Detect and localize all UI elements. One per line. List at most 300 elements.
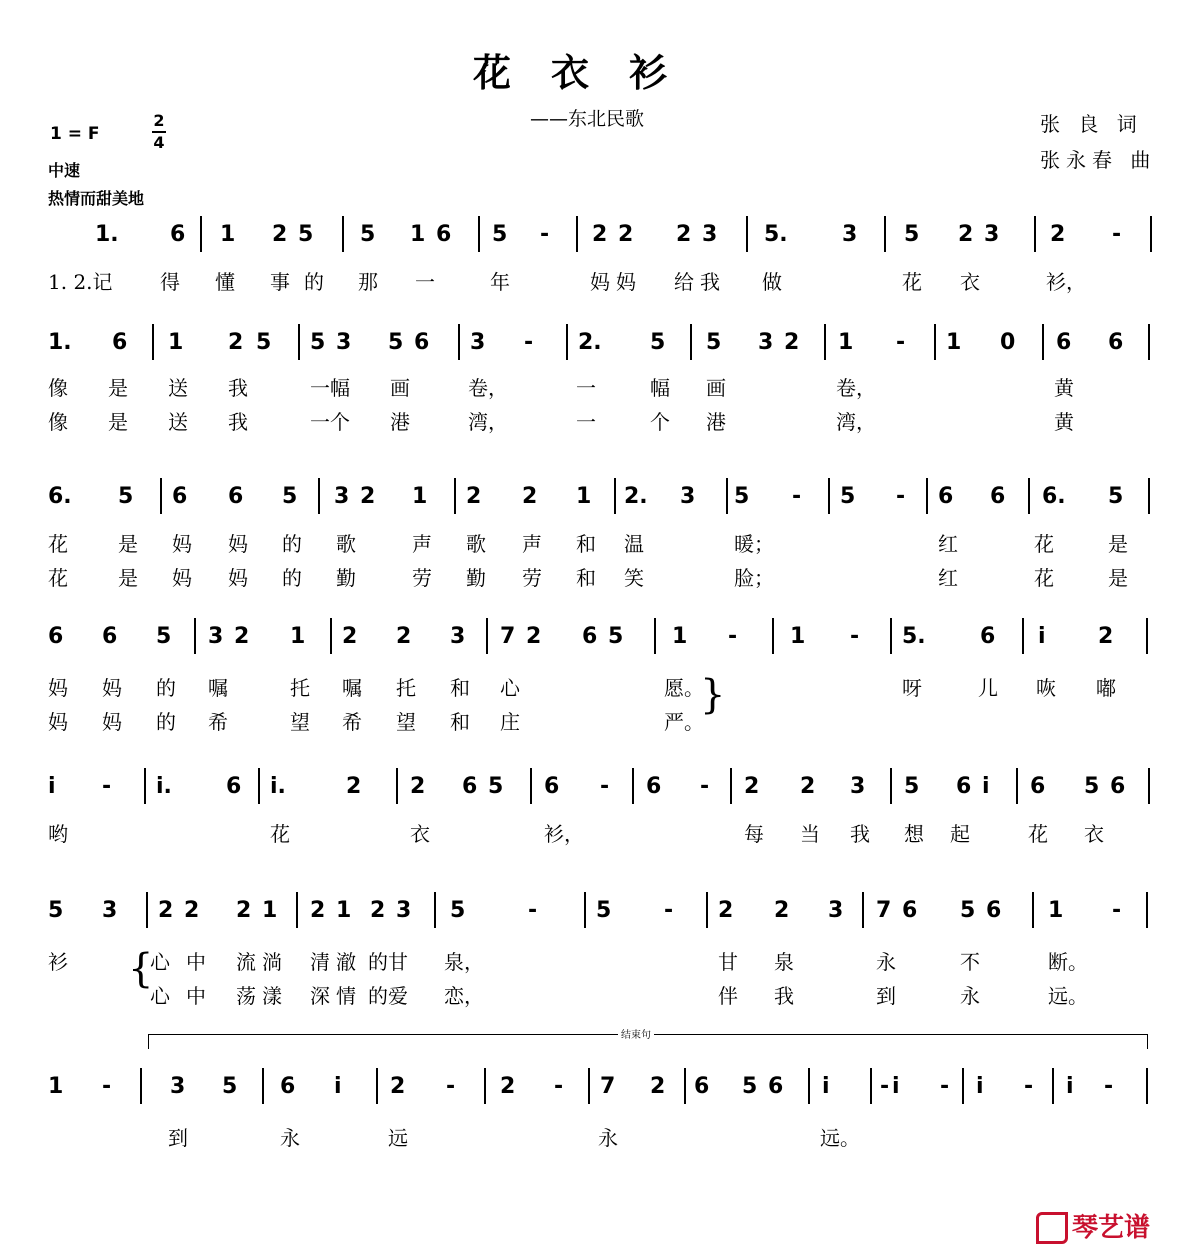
- note: 1: [410, 222, 426, 247]
- lyric: 妈: [48, 710, 68, 734]
- note: 2: [784, 330, 800, 355]
- lyric: 画: [390, 376, 410, 400]
- note: 6: [112, 330, 128, 355]
- note: 2: [370, 898, 386, 923]
- lyric: 呀: [902, 676, 922, 700]
- lyric: 花: [1034, 532, 1054, 556]
- note: i: [892, 1074, 900, 1099]
- note: 6: [48, 624, 64, 649]
- lyric: 衣: [410, 822, 430, 846]
- barline: [1148, 478, 1150, 514]
- lyric: 和: [576, 566, 596, 590]
- lyric: 流: [236, 950, 256, 974]
- lyric: 像: [48, 410, 68, 434]
- note: 6: [414, 330, 430, 355]
- note: 2: [410, 774, 426, 799]
- lyric: 的: [156, 676, 176, 700]
- lyric: 我: [228, 410, 248, 434]
- note: 5: [450, 898, 466, 923]
- note: -: [600, 774, 610, 799]
- barline: [396, 768, 398, 804]
- barline: [584, 892, 586, 928]
- note: 2.: [578, 330, 602, 355]
- note: -: [880, 1074, 890, 1099]
- note: 6: [990, 484, 1006, 509]
- note: 6: [938, 484, 954, 509]
- staff-row-2: [0, 328, 1180, 478]
- barline: [654, 618, 656, 654]
- note: 6: [986, 898, 1002, 923]
- lyric: 送: [168, 376, 188, 400]
- note: 3: [842, 222, 858, 247]
- notes-line: [0, 1072, 1180, 1122]
- lyric: 衫，: [1046, 270, 1086, 294]
- barline: [486, 618, 488, 654]
- lyric: 是: [108, 376, 128, 400]
- lyric: 澈: [336, 950, 356, 974]
- lyric: 我: [228, 376, 248, 400]
- note: 2: [522, 484, 538, 509]
- note: 1: [838, 330, 854, 355]
- barline: [808, 1068, 810, 1104]
- lyric: 恋，: [444, 984, 484, 1008]
- note: 1: [412, 484, 428, 509]
- key-signature: 1 = F: [50, 124, 100, 144]
- note: 3: [396, 898, 412, 923]
- note: 2: [228, 330, 244, 355]
- note: 7: [600, 1074, 616, 1099]
- lyric: 远。: [1048, 984, 1088, 1008]
- staff-row-7: [0, 1072, 1180, 1222]
- lyric: 嘱: [342, 676, 362, 700]
- lyric: 妈: [172, 566, 192, 590]
- lyric: 卷，: [468, 376, 508, 400]
- lyric: 妈: [48, 676, 68, 700]
- lyric: 情: [336, 984, 356, 1008]
- lyric: 歌: [336, 532, 356, 556]
- verse-brace: }: [700, 672, 726, 718]
- lyric: 一: [415, 270, 435, 294]
- note: 6: [228, 484, 244, 509]
- lyric: 卷，: [836, 376, 876, 400]
- note: i: [976, 1074, 984, 1099]
- note: i.: [270, 774, 286, 799]
- lyric: 花: [48, 532, 68, 556]
- lyric: 妈: [228, 566, 248, 590]
- lyric: 甘: [718, 950, 738, 974]
- lyric: 永: [876, 950, 896, 974]
- lyric: 和: [576, 532, 596, 556]
- note: -: [896, 330, 906, 355]
- lyric: 漾: [262, 984, 282, 1008]
- watermark-text: 琴艺谱: [1071, 1212, 1150, 1243]
- note: -: [446, 1074, 456, 1099]
- lyric: 红: [938, 532, 958, 556]
- note: 2: [526, 624, 542, 649]
- lyric: 花: [902, 270, 922, 294]
- time-top: 2: [153, 111, 165, 130]
- staff-row-4: [0, 622, 1180, 772]
- note: 0: [1000, 330, 1016, 355]
- lyric: 衣: [1084, 822, 1104, 846]
- note: 2: [500, 1074, 516, 1099]
- note: 6: [226, 774, 242, 799]
- barline: [576, 216, 578, 252]
- note: -: [700, 774, 710, 799]
- lyric: 妈: [102, 676, 122, 700]
- note: 6: [768, 1074, 784, 1099]
- lyric: 像: [48, 376, 68, 400]
- note: 2: [592, 222, 608, 247]
- note: -: [524, 330, 534, 355]
- barline: [1034, 216, 1036, 252]
- barline: [1146, 1068, 1148, 1104]
- barline: [1146, 892, 1148, 928]
- barline: [862, 892, 864, 928]
- song-title: 花衣衫: [472, 50, 707, 95]
- note: 3: [758, 330, 774, 355]
- lyric: 是: [1108, 566, 1128, 590]
- lyric: 想: [904, 822, 924, 846]
- barline: [152, 324, 154, 360]
- lyric: 是: [108, 410, 128, 434]
- lyric: 送: [168, 410, 188, 434]
- note: 1: [946, 330, 962, 355]
- lyric: 衫: [48, 950, 68, 974]
- lyric: 望: [396, 710, 416, 734]
- note: 2: [390, 1074, 406, 1099]
- lyric: 荡: [236, 984, 256, 1008]
- barline: [614, 478, 616, 514]
- lyric: 到: [168, 1126, 188, 1150]
- composer: 张永春 曲: [1040, 148, 1157, 172]
- lyric: 清: [310, 950, 330, 974]
- barline: [1032, 892, 1034, 928]
- barline: [1022, 618, 1024, 654]
- lyric: 希: [342, 710, 362, 734]
- lyric: 托: [290, 676, 310, 700]
- barline: [530, 768, 532, 804]
- tempo: 中速: [48, 161, 81, 180]
- note: 1: [48, 1074, 64, 1099]
- barline: [726, 478, 728, 514]
- barline: [298, 324, 300, 360]
- lyric: 泉，: [444, 950, 484, 974]
- barline: [588, 1068, 590, 1104]
- lyric: 劳: [412, 566, 432, 590]
- notes-line: [0, 622, 1180, 672]
- note: 2: [618, 222, 634, 247]
- barline: [200, 216, 202, 252]
- note: 5: [840, 484, 856, 509]
- note: 5: [960, 898, 976, 923]
- lyric: 到: [876, 984, 896, 1008]
- note: -: [850, 624, 860, 649]
- note: 1: [168, 330, 184, 355]
- lyric: 泉: [774, 950, 794, 974]
- note: 1: [1048, 898, 1064, 923]
- lyric: 港: [390, 410, 410, 434]
- note: 2: [466, 484, 482, 509]
- lyric: 那: [358, 270, 378, 294]
- note: -: [102, 1074, 112, 1099]
- note: 2: [1050, 222, 1066, 247]
- note: 1: [576, 484, 592, 509]
- lyric: 永: [280, 1126, 300, 1150]
- lyric: 妈: [228, 532, 248, 556]
- note: 6: [956, 774, 972, 799]
- lyric: 声: [522, 532, 542, 556]
- lyric: 嘱: [208, 676, 228, 700]
- barline: [194, 618, 196, 654]
- barline: [890, 768, 892, 804]
- note: 6: [102, 624, 118, 649]
- lyric: 黄: [1054, 376, 1074, 400]
- note: 6: [170, 222, 186, 247]
- lyric: 伴: [718, 984, 738, 1008]
- lyric: 庄: [500, 710, 520, 734]
- note: 6: [436, 222, 452, 247]
- lyric: 望: [290, 710, 310, 734]
- barline: [632, 768, 634, 804]
- note: 2: [234, 624, 250, 649]
- note: 5: [650, 330, 666, 355]
- ending-label: 结束句: [618, 1026, 654, 1041]
- note: 2: [158, 898, 174, 923]
- lyric: 妈: [102, 710, 122, 734]
- note: -: [1104, 1074, 1114, 1099]
- note: 2: [342, 624, 358, 649]
- note: 6: [582, 624, 598, 649]
- lyric: 的: [282, 566, 302, 590]
- lyric: 嘟: [1096, 676, 1116, 700]
- note: 6.: [48, 484, 72, 509]
- lyric: 花: [1034, 566, 1054, 590]
- lyric: 懂: [215, 270, 235, 294]
- lyric: 花: [270, 822, 290, 846]
- notes-line: [0, 772, 1180, 822]
- lyric: 做: [762, 270, 782, 294]
- note: -: [940, 1074, 950, 1099]
- watermark-logo: [1036, 1207, 1150, 1245]
- note: -: [1112, 222, 1122, 247]
- note: 1.: [48, 330, 72, 355]
- note: 6: [902, 898, 918, 923]
- note: 2: [650, 1074, 666, 1099]
- note: 2: [272, 222, 288, 247]
- lyric: 是: [118, 532, 138, 556]
- note: 3: [102, 898, 118, 923]
- note: -: [1024, 1074, 1034, 1099]
- lyric: 红: [938, 566, 958, 590]
- lyric: 的: [304, 270, 324, 294]
- subtitle: ——东北民歌: [530, 108, 645, 130]
- barline: [1028, 478, 1030, 514]
- barline: [376, 1068, 378, 1104]
- lyric: 我: [850, 822, 870, 846]
- barline: [144, 768, 146, 804]
- lyric: 妈: [616, 270, 636, 294]
- staff-row-6: [0, 896, 1180, 1046]
- note: 2: [958, 222, 974, 247]
- lyric: 永: [598, 1126, 618, 1150]
- lyric: 黄: [1054, 410, 1074, 434]
- lyric: 心: [150, 950, 170, 974]
- note: i: [1038, 624, 1046, 649]
- note: 2: [360, 484, 376, 509]
- note: 6: [544, 774, 560, 799]
- note: 2: [800, 774, 816, 799]
- lyric: 是: [118, 566, 138, 590]
- lyric: 一: [576, 376, 596, 400]
- lyric: 湾，: [468, 410, 508, 434]
- lyric: 声: [412, 532, 432, 556]
- note: 6: [462, 774, 478, 799]
- note: 6: [1108, 330, 1124, 355]
- lyric: 的甘: [368, 950, 408, 974]
- note: 1: [220, 222, 236, 247]
- barline: [828, 478, 830, 514]
- lyric: 1. 2.记: [48, 270, 113, 294]
- note: 5: [282, 484, 298, 509]
- note: 6: [980, 624, 996, 649]
- note: 3: [208, 624, 224, 649]
- note: -: [792, 484, 802, 509]
- lyric: 的: [282, 532, 302, 556]
- barline: [342, 216, 344, 252]
- note: 5: [256, 330, 272, 355]
- barline: [258, 768, 260, 804]
- barline: [824, 324, 826, 360]
- lyricist: 张 良 词: [1040, 112, 1143, 136]
- lyric: 永: [960, 984, 980, 1008]
- lyric: 心: [500, 676, 520, 700]
- note: 5: [360, 222, 376, 247]
- note: -: [896, 484, 906, 509]
- barline: [146, 892, 148, 928]
- lyric: 每: [744, 822, 764, 846]
- lyric: 希: [208, 710, 228, 734]
- lyric: 妈: [172, 532, 192, 556]
- notes-line: [0, 328, 1180, 378]
- note: 1.: [95, 222, 119, 247]
- note: 5: [488, 774, 504, 799]
- logo-icon: [1036, 1212, 1068, 1244]
- barline: [478, 216, 480, 252]
- barline: [140, 1068, 142, 1104]
- barline: [566, 324, 568, 360]
- note: 6: [172, 484, 188, 509]
- lyric: 远。: [820, 1126, 860, 1150]
- lyric: 得: [160, 270, 180, 294]
- lyric: 温: [624, 532, 644, 556]
- notes-line: [0, 220, 1180, 270]
- note: i: [982, 774, 990, 799]
- note: 3: [334, 484, 350, 509]
- note: 2.: [624, 484, 648, 509]
- notes-line: [0, 482, 1180, 532]
- lyric: 勤: [336, 566, 356, 590]
- note: 5: [742, 1074, 758, 1099]
- note: 5: [48, 898, 64, 923]
- note: i: [822, 1074, 830, 1099]
- barline: [160, 478, 162, 514]
- lyric: 我: [774, 984, 794, 1008]
- barline: [1150, 216, 1152, 252]
- lyric: 花: [1028, 822, 1048, 846]
- lyric: 幅: [650, 376, 670, 400]
- barline: [884, 216, 886, 252]
- lyric: 的: [156, 710, 176, 734]
- lyric: 托: [396, 676, 416, 700]
- note: 3: [850, 774, 866, 799]
- note: 2: [676, 222, 692, 247]
- lyric: 一个: [310, 410, 350, 434]
- note: 1: [672, 624, 688, 649]
- note: 2: [310, 898, 326, 923]
- note: 2: [744, 774, 760, 799]
- barline: [1052, 1068, 1054, 1104]
- lyric: 事: [270, 270, 290, 294]
- lyric: 哟: [48, 822, 68, 846]
- lyric: 和: [450, 710, 470, 734]
- note: 5: [904, 222, 920, 247]
- note: 1: [336, 898, 352, 923]
- barline: [1148, 768, 1150, 804]
- lyric: 中: [186, 950, 206, 974]
- note: 3: [984, 222, 1000, 247]
- note: 3: [450, 624, 466, 649]
- note: 2: [184, 898, 200, 923]
- note: 3: [470, 330, 486, 355]
- note: i.: [156, 774, 172, 799]
- lyric: 花: [48, 566, 68, 590]
- note: 7: [876, 898, 892, 923]
- barline: [926, 478, 928, 514]
- barline: [262, 1068, 264, 1104]
- barline: [318, 478, 320, 514]
- barline: [934, 324, 936, 360]
- staff-row-3: [0, 482, 1180, 632]
- barline: [772, 618, 774, 654]
- lyric: 衣: [960, 270, 980, 294]
- lyric: 一: [576, 410, 596, 434]
- note: 3: [828, 898, 844, 923]
- lyric: 湾，: [836, 410, 876, 434]
- note: 6: [1056, 330, 1072, 355]
- barline: [730, 768, 732, 804]
- lyric: 是: [1108, 532, 1128, 556]
- lyric: 个: [650, 410, 670, 434]
- barline: [1042, 324, 1044, 360]
- note: 6: [1110, 774, 1126, 799]
- barline: [1016, 768, 1018, 804]
- note: 5: [222, 1074, 238, 1099]
- barline: [746, 216, 748, 252]
- lyric: 年: [490, 270, 510, 294]
- lyric: 儿: [978, 676, 998, 700]
- note: 5: [608, 624, 624, 649]
- lyric: 笑: [624, 566, 644, 590]
- note: 5.: [902, 624, 926, 649]
- lyric: 远: [388, 1126, 408, 1150]
- note: -: [1112, 898, 1122, 923]
- time-signature: [152, 112, 166, 152]
- lyric: 画: [706, 376, 726, 400]
- lyric: 中: [186, 984, 206, 1008]
- barline: [1146, 618, 1148, 654]
- note: 2: [346, 774, 362, 799]
